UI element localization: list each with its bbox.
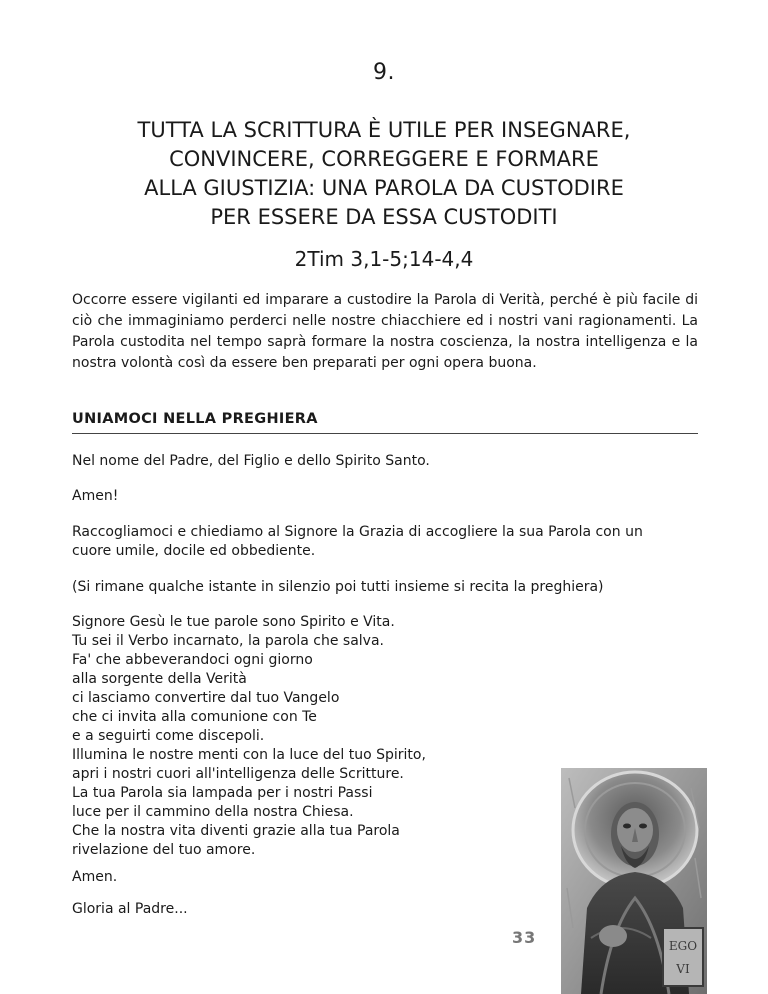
page-number: 33 (512, 928, 537, 947)
prayer-line: che ci invita alla comunione con Te (72, 709, 317, 725)
chapter-title (90, 116, 678, 232)
prayer-line: alla sorgente della Verità (72, 671, 247, 687)
prayer-line: apri i nostri cuori all'intelligenza delle Scritture. (72, 766, 404, 782)
prayer-line: Signore Gesù le tue parole sono Spirito e Vita. (72, 614, 395, 630)
title-line: PER ESSERE DA ESSA CUSTODITI (210, 205, 558, 229)
title-line: TUTTA LA SCRITTURA È UTILE PER INSEGNARE, (137, 118, 631, 142)
prayer-line: Tu sei il Verbo incarnato, la parola che salva. (72, 633, 384, 649)
amen-final-text: Amen. (72, 869, 118, 885)
scripture-reference: 2Tim 3,1-5;14-4,4 (294, 247, 474, 271)
section-heading: UNIAMOCI NELLA PREGHIERA (72, 411, 698, 434)
christ-icon-image (561, 768, 707, 994)
invocation-text: Nel nome del Padre, del Figlio e dello Spirito Santo. (72, 453, 430, 469)
gather-text: Raccogliamoci e chiediamo al Signore la Grazia di accogliere la sua Parola con un cuore umile, docile ed obbediente. (72, 524, 643, 559)
chapter-number: 9. (373, 60, 395, 85)
prayer-line: Fa' che abbeverandoci ogni giorno (72, 652, 313, 668)
prayer-line: ci lasciamo convertire dal tuo Vangelo (72, 690, 340, 706)
book-text: VI (676, 962, 690, 976)
prayer-line: Che la nostra vita diventi grazie alla tua Parola (72, 823, 400, 839)
amen-text: Amen! (72, 488, 119, 504)
prayer-line: rivelazione del tuo amore. (72, 842, 256, 858)
intro-paragraph: Occorre essere vigilanti ed imparare a custodire la Parola di Verità, perché è più facile di ciò che immaginiamo perderci nelle nostre chiacchiere ed i nostri vani ragionamenti. La Parola custodita nel tempo saprà formare la nostra coscienza, la nostra intelligenza e la nostra volontà così da essere ben preparati per ogni opera buona. (72, 292, 698, 371)
prayer-line: La tua Parola sia lampada per i nostri Passi (72, 785, 373, 801)
prayer-line: Illumina le nostre menti con la luce del tuo Spirito, (72, 747, 426, 763)
title-line: ALLA GIUSTIZIA: UNA PAROLA DA CUSTODIRE (144, 176, 624, 200)
gloria-text: Gloria al Padre... (72, 901, 188, 917)
instruction-text: (Si rimane qualche istante in silenzio poi tutti insieme si recita la preghiera) (72, 579, 604, 595)
book-text: EGO (668, 939, 698, 953)
prayer-line: e a seguirti come discepoli. (72, 728, 265, 744)
prayer-line: luce per il cammino della nostra Chiesa. (72, 804, 354, 820)
title-line: CONVINCERE, CORREGGERE E FORMARE (169, 147, 599, 171)
